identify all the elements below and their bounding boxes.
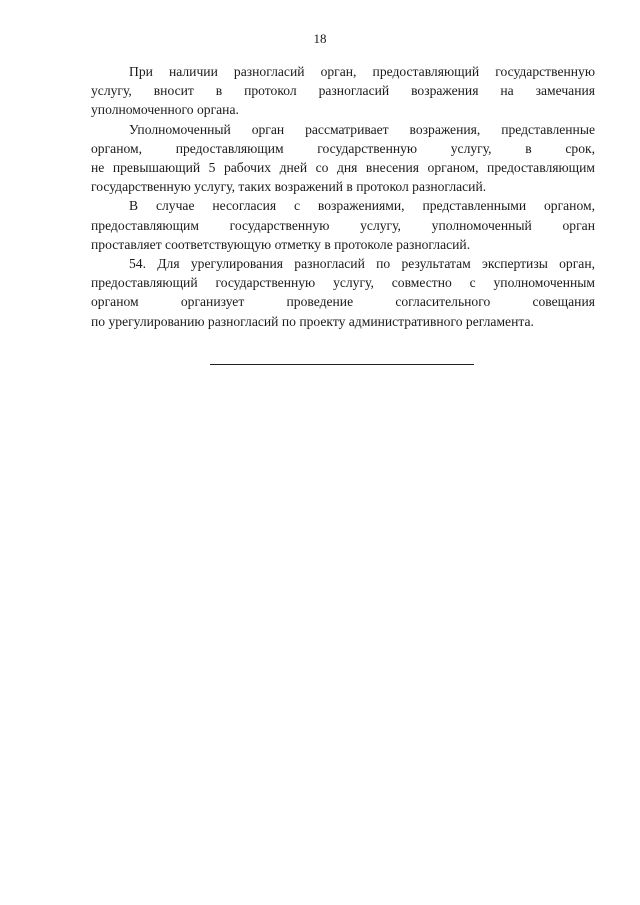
text-line: органом, предоставляющим государственную услугу, в срок, bbox=[91, 140, 595, 156]
text-line: проставляет соответствующую отметку в протоколе разногласий. bbox=[91, 236, 471, 252]
text-line: не превышающий 5 рабочих дней со дня внесения органом, предоставляющим bbox=[91, 160, 595, 176]
text-line: При наличии разногласий орган, предоставляющий государственную bbox=[129, 64, 595, 79]
text-line: услугу, вносит в протокол разногласий возражения на замечания bbox=[91, 83, 595, 99]
paragraph-2 bbox=[91, 120, 595, 197]
text-line: В случае несогласия с возражениями, представленными органом, bbox=[129, 198, 595, 214]
text-line: государственную услугу, таких возражений в протокол разногласий. bbox=[91, 179, 487, 195]
text-line: органом организует проведение согласительного совещания bbox=[91, 294, 595, 310]
text-line: предоставляющим государственную услугу, уполномоченный орган bbox=[91, 217, 595, 233]
end-separator-line bbox=[210, 364, 474, 365]
page-number: 18 bbox=[313, 31, 327, 46]
paragraph-4 bbox=[91, 254, 595, 331]
document-body bbox=[91, 62, 595, 331]
paragraph-3 bbox=[91, 196, 595, 254]
paragraph-1 bbox=[91, 62, 595, 120]
text-line: 54. Для урегулирования разногласий по результатам экспертизы орган, bbox=[129, 256, 595, 272]
text-line: Уполномоченный орган рассматривает возражения, представленные bbox=[129, 121, 595, 137]
text-line: по урегулированию разногласий по проекту административного регламента. bbox=[91, 313, 534, 329]
text-line: уполномоченного органа. bbox=[91, 102, 239, 118]
text-line: предоставляющий государственную услугу, совместно с уполномоченным bbox=[91, 275, 595, 291]
